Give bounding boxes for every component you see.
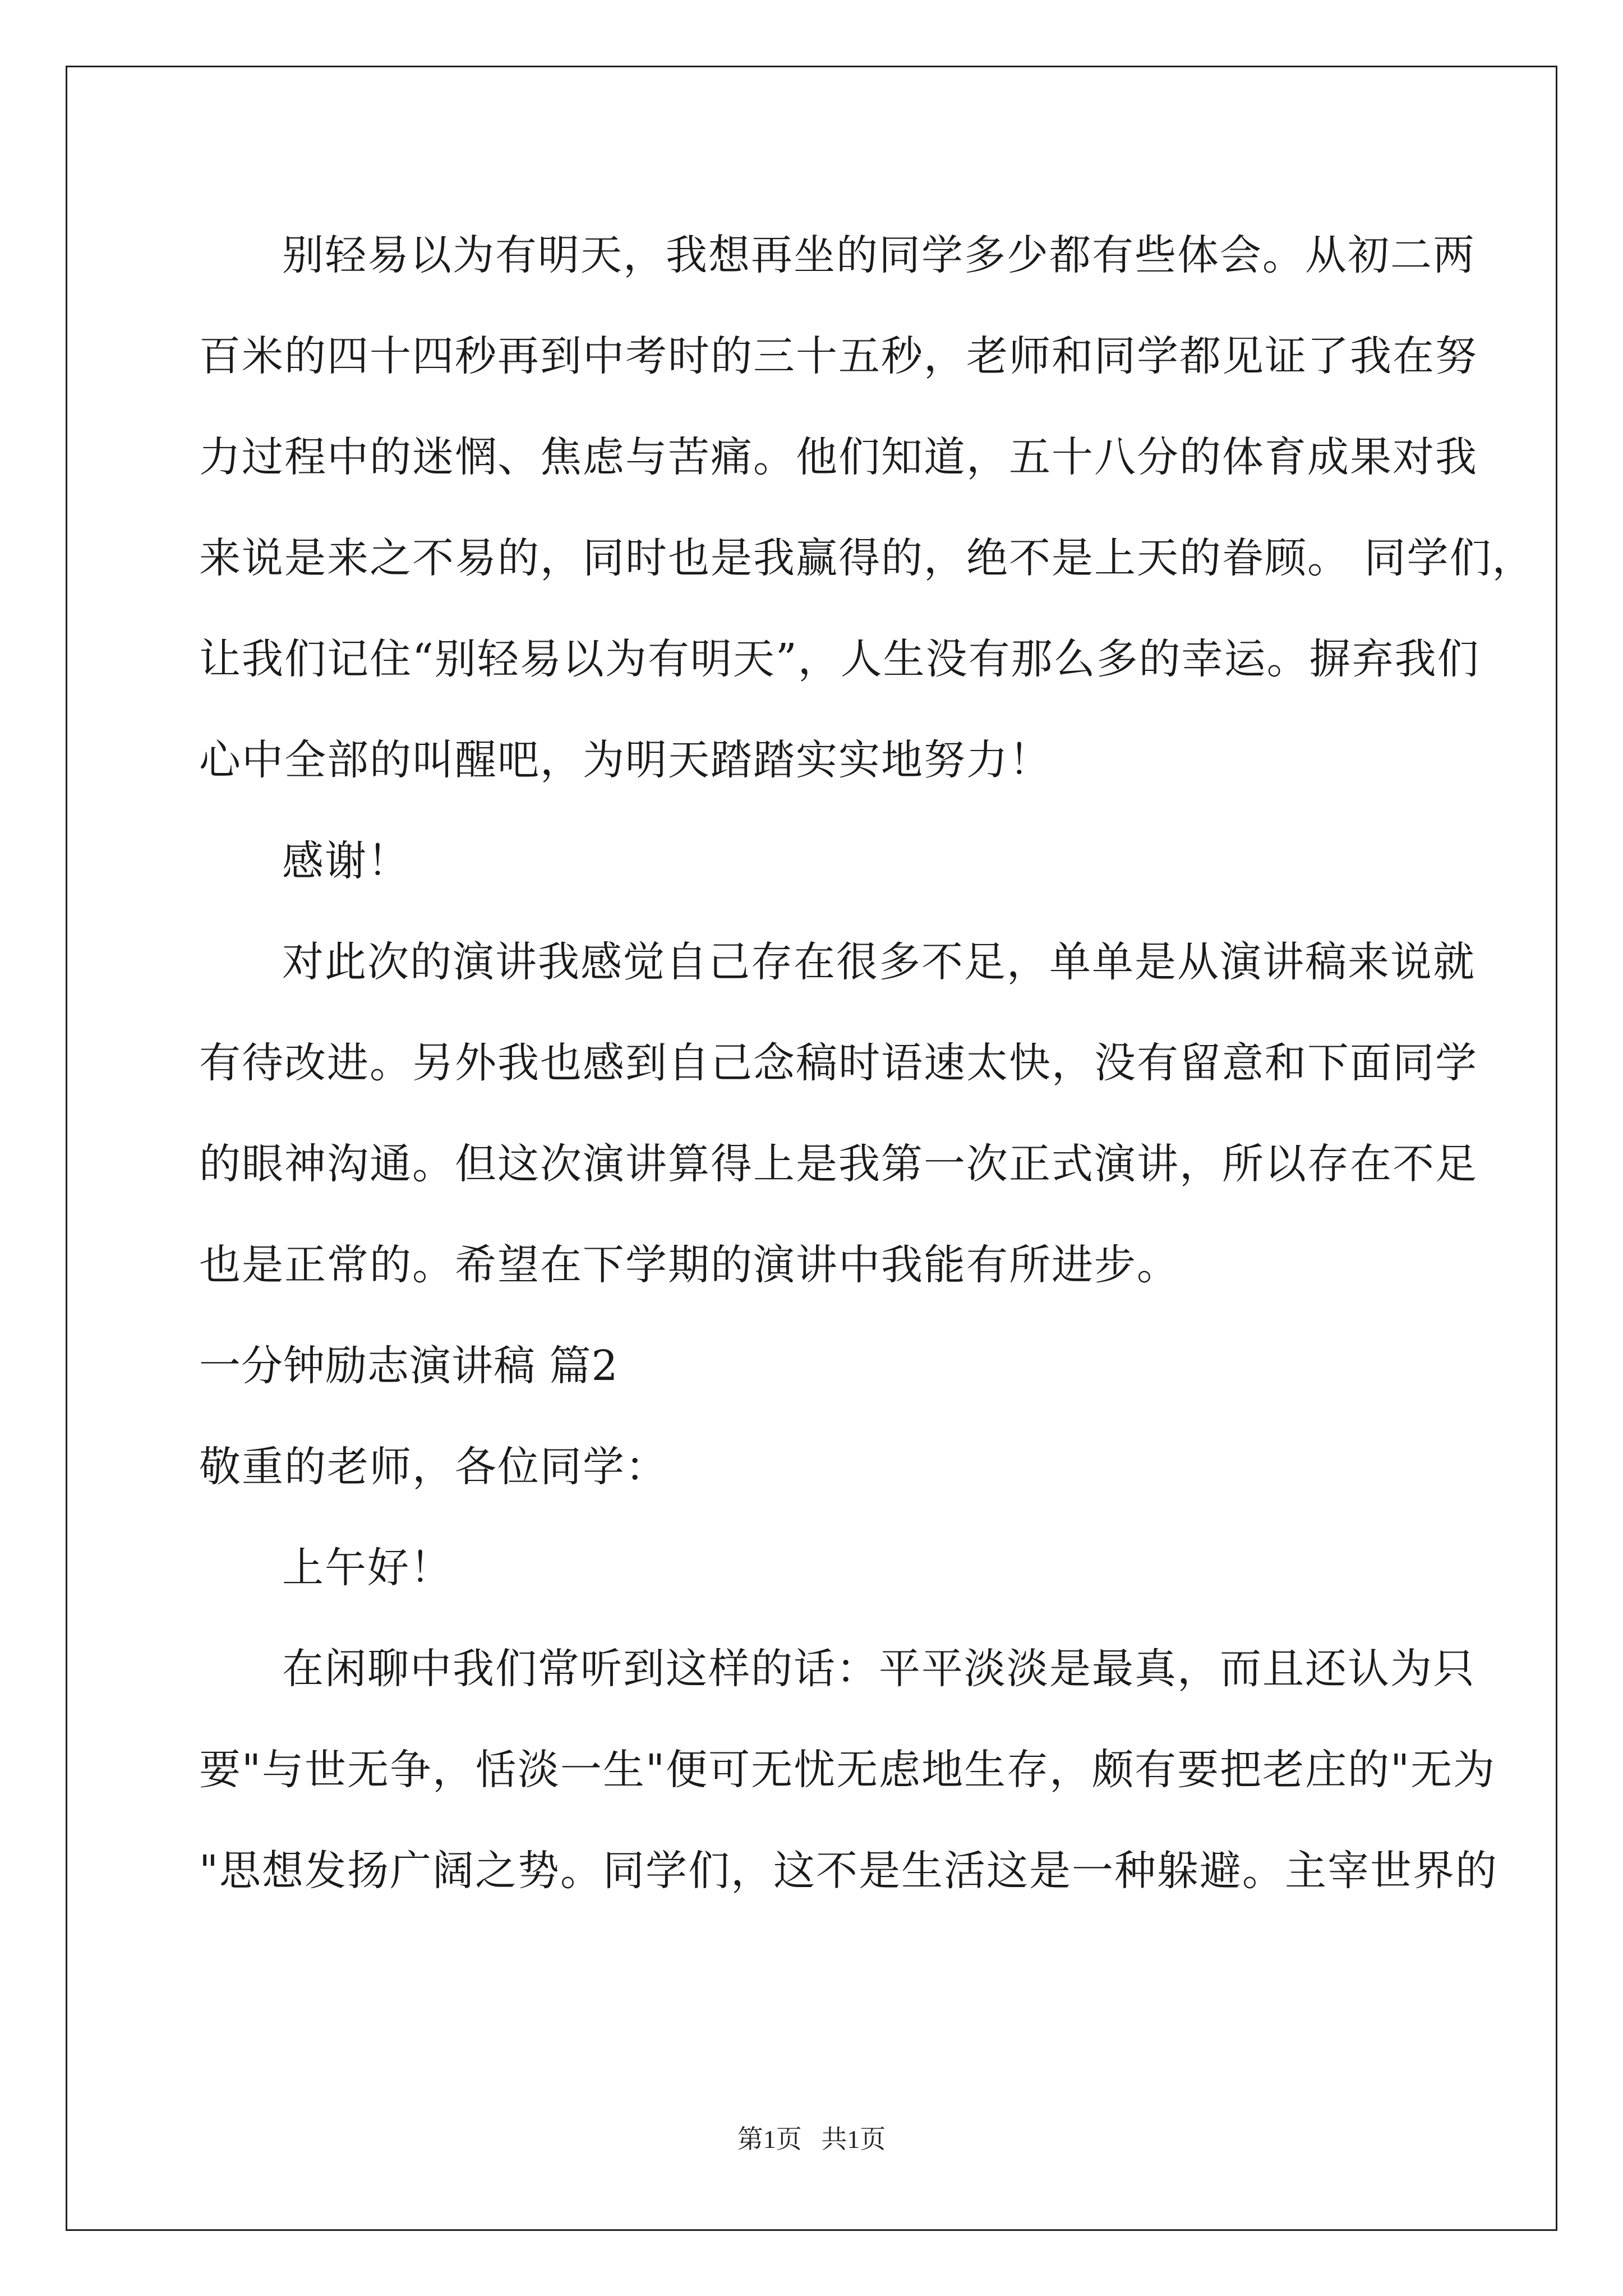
paragraph-line: 来说是来之不易的，同时也是我赢得的，绝不是上天的眷顾。 同学们， [199,534,1535,582]
paragraph-line: 别轻易以为有明天，我想再坐的同学多少都有些体会。从初二两 [282,231,1476,279]
paragraph-line: 对此次的演讲我感觉自己存在很多不足，单单是从演讲稿来说就 [282,938,1476,986]
page-number-footer: 第1页 共1页 [737,2125,886,2154]
paragraph-line: 感谢！ [282,837,410,885]
paragraph-line: 的眼神沟通。但这次演讲算得上是我第一次正式演讲，所以存在不足 [199,1140,1478,1188]
document-body [199,216,1535,1932]
paragraph-line: 有待改进。另外我也感到自己念稿时语速太快，没有留意和下面同学 [199,1039,1478,1087]
paragraph-line: 也是正常的。希望在下学期的演讲中我能有所进步。 [199,1241,1179,1289]
paragraph-line: 百米的四十四秒再到中考时的三十五秒，老师和同学都见证了我在努 [199,332,1478,380]
paragraph-line: 让我们记住“别轻易以为有明天”，人生没有那么多的幸运。摒弃我们 [199,635,1480,683]
salutation-line: 敬重的老师，各位同学： [199,1443,668,1491]
paragraph-line: 心中全部的叫醒吧，为明天踏踏实实地努力！ [199,736,1052,784]
section-heading: 一分钟励志演讲稿 篇2 [199,1342,619,1390]
paragraph-line: 在闲聊中我们常听到这样的话：平平淡淡是最真，而且还认为只 [282,1645,1476,1693]
greeting-line: 上午好！ [282,1544,453,1592]
paragraph-line: 要"与世无争，恬淡一生"便可无忧无虑地生存，颇有要把老庄的"无为 [199,1746,1496,1794]
paragraph-line: 力过程中的迷惘、焦虑与苦痛。他们知道，五十八分的体育成果对我 [199,433,1478,481]
paragraph-line: "思想发扬广阔之势。同学们，这不是生活这是一种躲避。主宰世界的 [199,1847,1498,1895]
